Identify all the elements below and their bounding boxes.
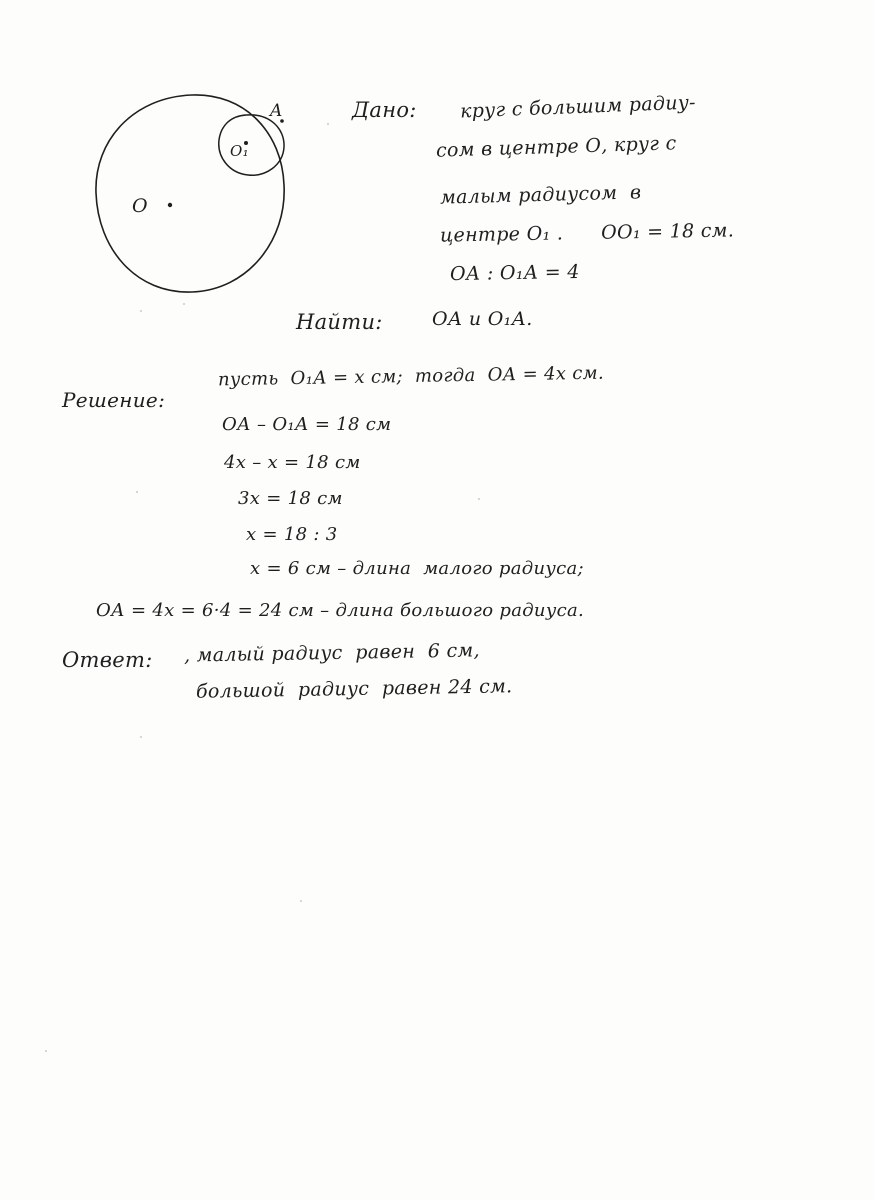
find-heading: Найти: (296, 310, 383, 334)
find-line: ОА и О₁А. (432, 308, 533, 330)
answer-line-2: большой радиус равен 24 см. (195, 675, 513, 703)
given-line-3: малым радиусом в (439, 181, 642, 209)
paper-speck (136, 491, 138, 493)
paper-speck (45, 1050, 47, 1052)
answer-heading: Ответ: (62, 648, 153, 672)
solution-line-6: х = 6 см – длина малого радиуса; (250, 558, 584, 579)
geometry-figure (70, 85, 330, 325)
paper-speck (478, 498, 480, 500)
solution-line-4: 3х = 18 см (238, 488, 343, 509)
solution-line-5: х = 18 : 3 (246, 524, 338, 545)
solution-line-2: ОА – О₁А = 18 см (222, 414, 392, 435)
paper-speck (300, 900, 302, 902)
label-center-O: O (132, 195, 148, 217)
given-line-1: круг с большим радиу- (459, 91, 697, 123)
answer-line-1: , малый радиус равен 6 см, (183, 639, 481, 667)
given-heading: Дано: (352, 98, 417, 122)
circles-diagram-svg (70, 85, 330, 325)
big-circle (96, 95, 284, 292)
solution-line-1: пусть О₁А = х см; тогда ОА = 4х см. (217, 362, 605, 391)
label-point-A: A (270, 101, 283, 121)
paper-speck (140, 736, 142, 738)
solution-line-3: 4х – х = 18 см (224, 452, 361, 473)
solution-heading: Решение: (62, 388, 166, 412)
given-line-2: сом в центре О, круг с (435, 132, 677, 162)
label-center-O1: O₁ (230, 142, 249, 160)
given-line-4: центре О₁ . ОО₁ = 18 см. (439, 219, 735, 247)
given-line-5: ОА : О₁А = 4 (449, 260, 580, 286)
center-O-dot (168, 203, 172, 207)
solution-line-7: ОА = 4х = 6·4 = 24 см – длина большого радиуса. (96, 600, 584, 621)
